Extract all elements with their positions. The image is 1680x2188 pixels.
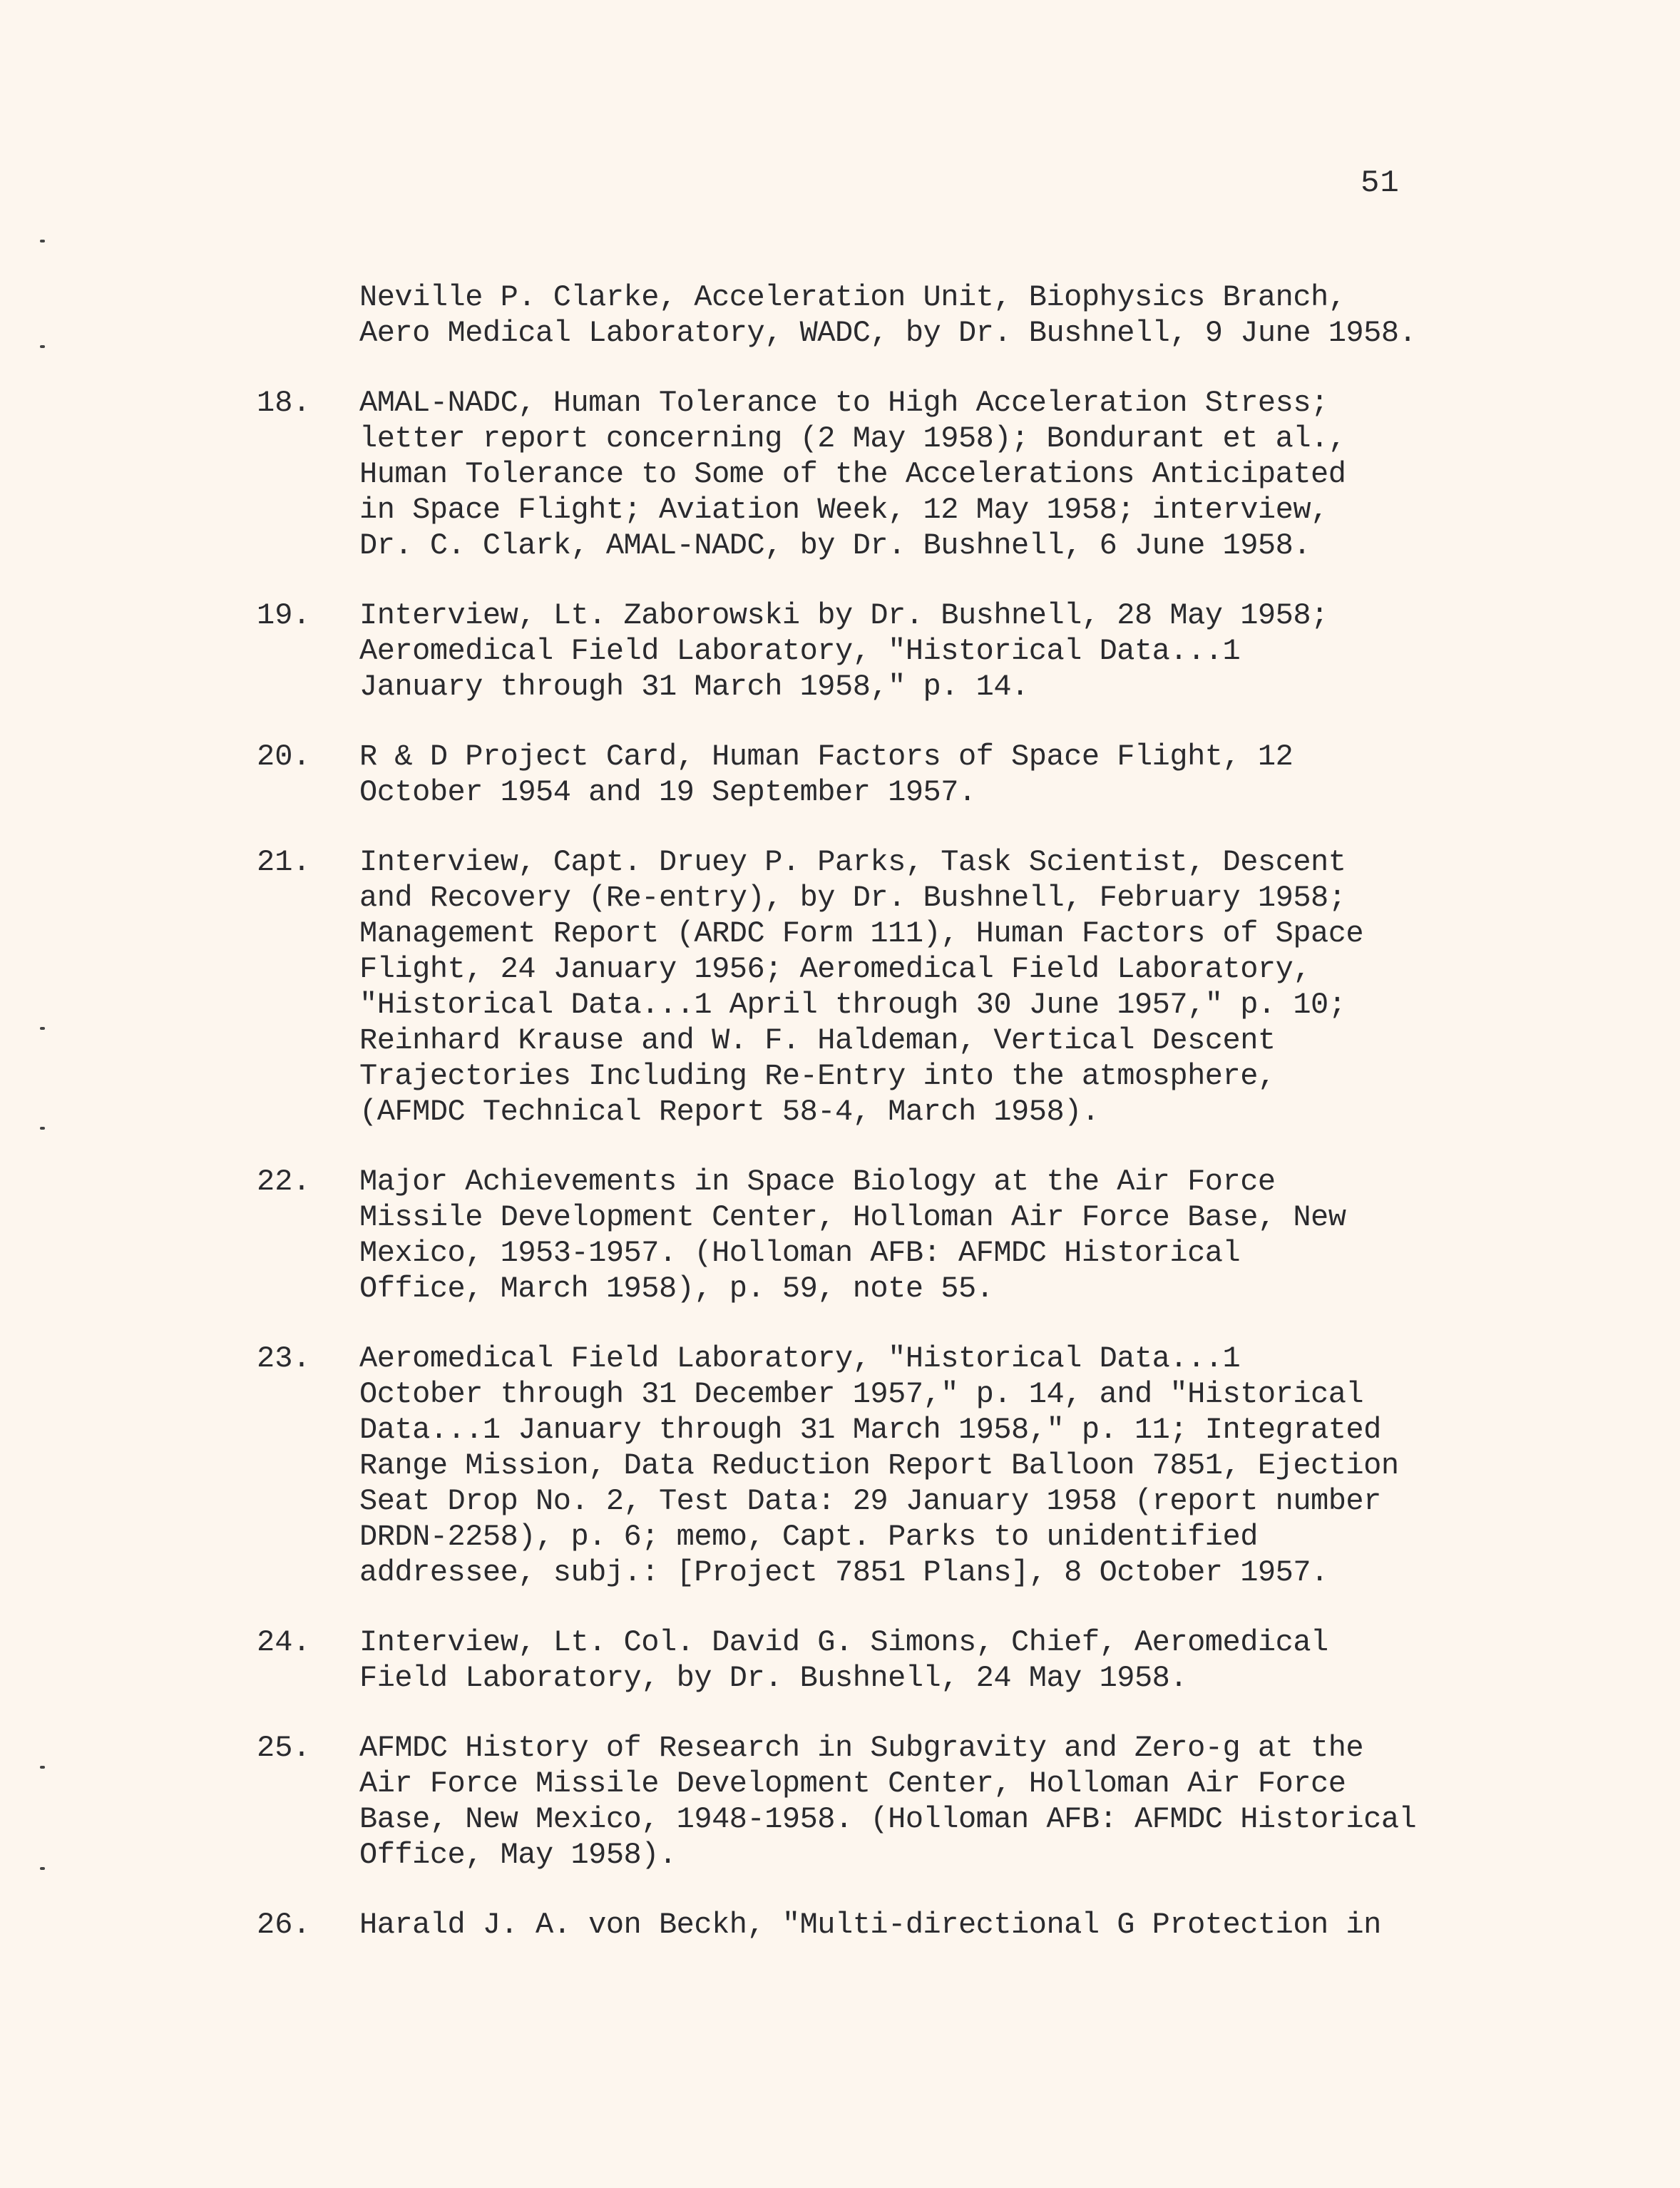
note-continuation <box>257 280 1455 351</box>
note-text: Interview, Capt. Druey P. Parks, Task Scientist, Descent and Recovery (Re-entry), by Dr. Bushnell, February 1958; Management Report (ARDC Form 111), Human Factors of Space Flight, 24 January 1956; Aeromedical Field Laboratory, "Historical Data...1 April through 30 June 1957," p. 10; Reinhard Krause and W. F. Haldeman, Vertical Descent Trajectories Including Re-Entry into the atmosphere, (AFMDC Technical Report 58-4, March 1958). <box>359 845 1364 1129</box>
margin-mark <box>40 345 45 348</box>
note-25 <box>257 1730 1455 1873</box>
note-number: 23. <box>257 1341 311 1376</box>
page-number: 51 <box>1361 165 1400 201</box>
note-number: 22. <box>257 1165 311 1199</box>
note-number: 20. <box>257 740 311 774</box>
note-text: Aeromedical Field Laboratory, "Historical Data...1 October through 31 December 1957," p. 14, and "Historical Data...1 January through 31 March 1958," p. 11; Integrated Range Mission, Data Reduction Report Balloon 7851, Ejection Seat Drop No. 2, Test Data: 29 January 1958 (report number DRDN-2258), p. 6; memo, Capt. Parks to unidentified addressee, subj.: [Project 7851 Plans], 8 October 1957. <box>359 1341 1399 1590</box>
note-20 <box>257 739 1455 810</box>
note-text: AFMDC History of Research in Subgravity and Zero-g at the Air Force Missile Development Center, Holloman Air Force Base, New Mexico, 1948-1958. (Holloman AFB: AFMDC Historical Office, May 1958). <box>359 1731 1417 1872</box>
margin-mark <box>40 1766 45 1769</box>
note-number: 19. <box>257 598 311 633</box>
note-number: 24. <box>257 1625 311 1660</box>
margin-mark <box>40 1127 45 1130</box>
note-text: Interview, Lt. Col. David G. Simons, Chief, Aeromedical Field Laboratory, by Dr. Bushnell, 24 May 1958. <box>359 1625 1328 1695</box>
note-text: Interview, Lt. Zaborowski by Dr. Bushnell, 28 May 1958; Aeromedical Field Laboratory, "Historical Data...1 January through 31 March 1958," p. 14. <box>359 598 1328 704</box>
margin-mark <box>40 1867 45 1870</box>
margin-mark <box>40 1027 45 1030</box>
note-26 <box>257 1907 1455 1943</box>
note-text: Harald J. A. von Beckh, "Multi-directional G Protection in <box>359 1908 1381 1942</box>
note-number: 26. <box>257 1908 311 1942</box>
note-number: 18. <box>257 386 311 420</box>
note-22 <box>257 1164 1455 1307</box>
note-24 <box>257 1625 1455 1696</box>
note-text: Major Achievements in Space Biology at the Air Force Missile Development Center, Holloman Air Force Base, New Mexico, 1953-1957. (Holloman AFB: AFMDC Historical Office, March 1958), p. 59, note 55. <box>359 1165 1346 1306</box>
note-text: AMAL-NADC, Human Tolerance to High Acceleration Stress; letter report concerning (2 May 1958); Bondurant et al., Human Tolerance to Some of the Accelerations Anticipated in Space Flight; Aviation Week, 12 May 1958; interview, Dr. C. Clark, AMAL-NADC, by Dr. Bushnell, 6 June 1958. <box>359 386 1346 563</box>
note-21 <box>257 844 1455 1130</box>
note-number: 25. <box>257 1731 311 1765</box>
margin-mark <box>40 240 45 242</box>
note-23 <box>257 1341 1455 1590</box>
note-18 <box>257 385 1455 563</box>
note-text: Neville P. Clarke, Acceleration Unit, Biophysics Branch, Aero Medical Laboratory, WADC, by Dr. Bushnell, 9 June 1958. <box>359 280 1417 350</box>
note-number: 21. <box>257 845 311 879</box>
note-19 <box>257 598 1455 705</box>
note-text: R & D Project Card, Human Factors of Space Flight, 12 October 1954 and 19 September 1957. <box>359 740 1294 809</box>
notes-list <box>257 280 1455 1977</box>
